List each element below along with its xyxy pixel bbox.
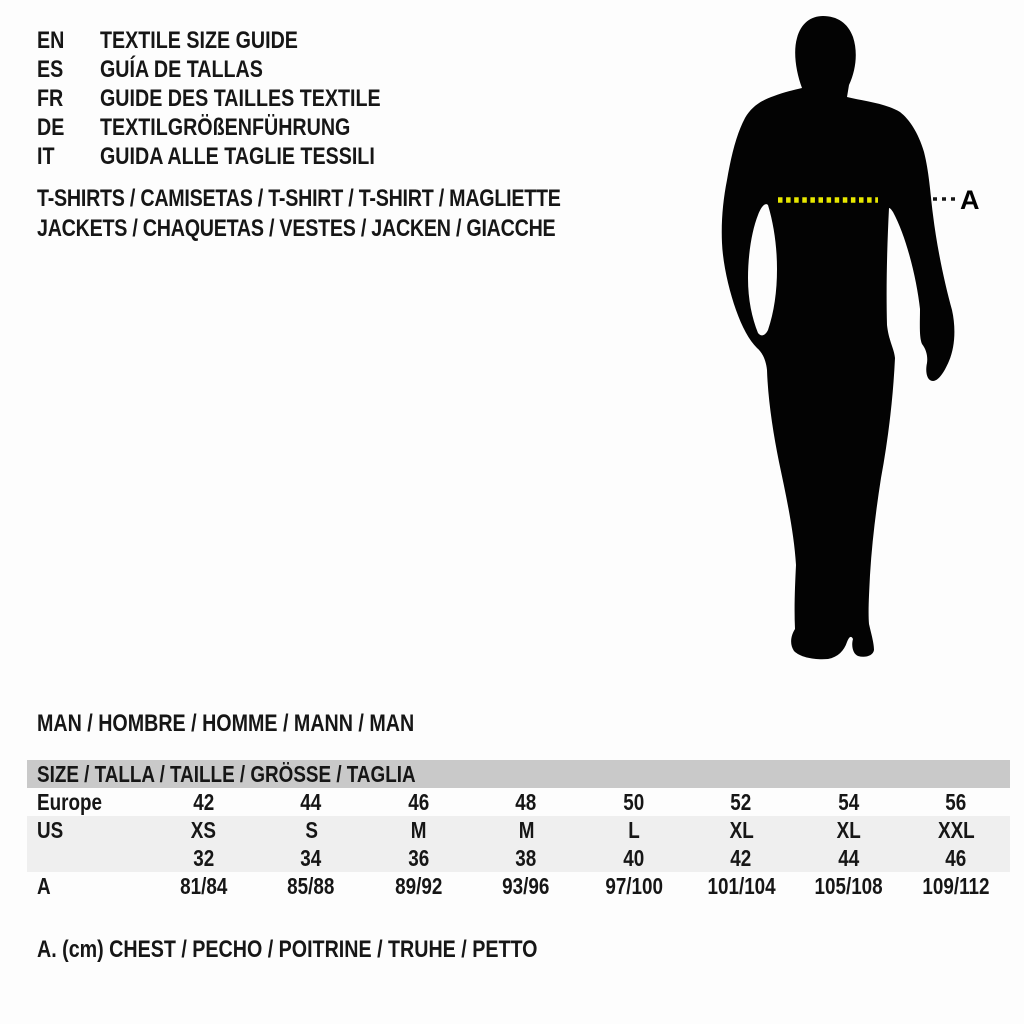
man-silhouette-figure (650, 0, 1024, 700)
language-row (37, 26, 442, 55)
size-value: 48 (515, 788, 537, 815)
size-value: 42 (193, 788, 215, 815)
size-value: 105/108 (814, 872, 883, 899)
size-value: 93/96 (502, 872, 550, 899)
size-value: 101/104 (707, 872, 776, 899)
row-label: US (37, 816, 64, 843)
language-code: DE (37, 113, 65, 141)
size-value: XL (729, 816, 754, 843)
measure-label-a: A (960, 185, 980, 215)
size-value: 46 (945, 844, 967, 871)
category-line-tshirts: T-SHIRTS / CAMISETAS / T-SHIRT / T-SHIRT / MAGLIETTE (37, 185, 561, 212)
size-table-row-us (27, 816, 1010, 844)
size-value: L (627, 816, 640, 843)
size-value: 85/88 (287, 872, 335, 899)
size-value: 38 (515, 844, 537, 871)
size-value: 54 (838, 788, 860, 815)
size-value: 46 (408, 788, 430, 815)
language-row (37, 142, 442, 171)
row-label: Europe (37, 788, 102, 815)
language-title-list (37, 26, 442, 171)
size-table-header-label: SIZE / TALLA / TAILLE / GRÖSSE / TAGLIA (37, 760, 416, 787)
language-title: GUÍA DE TALLAS (100, 55, 263, 83)
language-code: EN (37, 26, 65, 54)
size-value: 89/92 (395, 872, 443, 899)
size-value: 52 (730, 788, 752, 815)
size-value: XL (836, 816, 861, 843)
man-silhouette-path (722, 16, 955, 659)
size-value: 97/100 (604, 872, 663, 899)
language-code: FR (37, 84, 64, 112)
size-table-row-europe (27, 788, 1010, 816)
garment-categories (37, 184, 676, 244)
language-title: GUIDE DES TAILLES TEXTILE (100, 84, 381, 112)
language-row (37, 55, 442, 84)
language-title: TEXTILGRÖßENFÜHRUNG (100, 113, 351, 141)
size-value: XXL (937, 816, 975, 843)
size-value: XS (191, 816, 217, 843)
size-value: 36 (408, 844, 430, 871)
size-value: 34 (300, 844, 322, 871)
size-table (27, 760, 1010, 900)
language-row (37, 113, 442, 142)
size-value: 44 (300, 788, 322, 815)
size-value: M (518, 816, 535, 843)
measurement-note: A. (cm) CHEST / PECHO / POITRINE / TRUHE / PETTO (37, 936, 538, 963)
size-value: 56 (945, 788, 967, 815)
size-value: 32 (193, 844, 215, 871)
language-row (37, 84, 442, 113)
row-label: A (37, 872, 51, 899)
language-title: GUIDA ALLE TAGLIE TESSILI (100, 142, 375, 170)
size-value: 42 (730, 844, 752, 871)
size-value: S (304, 816, 318, 843)
size-value: 44 (838, 844, 860, 871)
size-table-row-alt (27, 844, 1010, 872)
size-value: 81/84 (180, 872, 228, 899)
size-value: M (410, 816, 427, 843)
man-silhouette-svg (650, 0, 1024, 700)
size-table-row-chest (27, 872, 1010, 900)
category-line-jackets: JACKETS / CHAQUETAS / VESTES / JACKEN / GIACCHE (37, 215, 556, 242)
language-code: IT (37, 142, 55, 170)
size-value: 50 (623, 788, 645, 815)
language-code: ES (37, 55, 64, 83)
language-title: TEXTILE SIZE GUIDE (100, 26, 298, 54)
size-table-header (27, 760, 1010, 788)
size-value: 40 (623, 844, 645, 871)
size-value: 109/112 (922, 872, 990, 899)
section-title-man: MAN / HOMBRE / HOMME / MANN / MAN (37, 710, 415, 737)
